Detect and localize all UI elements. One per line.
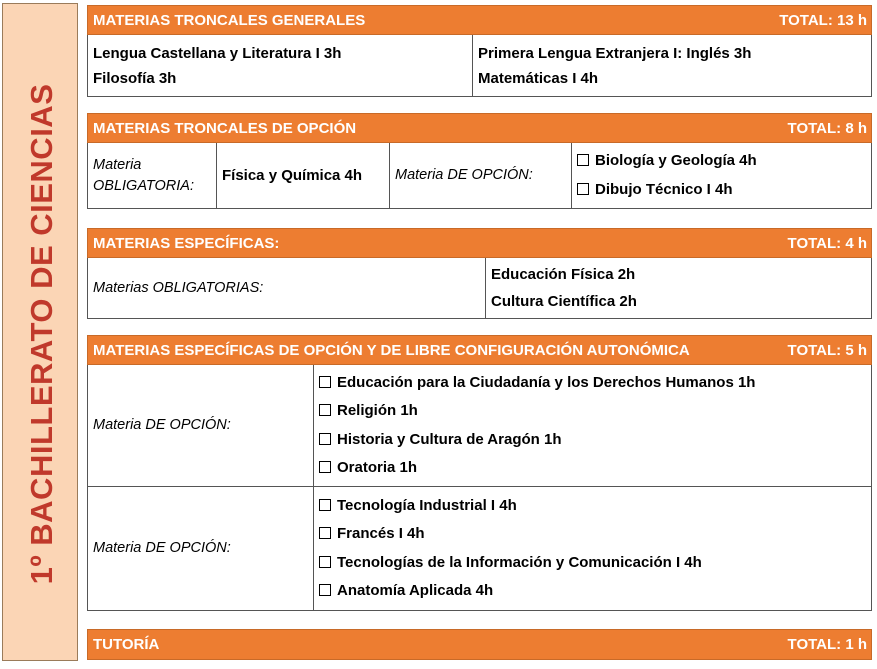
checkbox-icon[interactable] bbox=[319, 461, 331, 473]
section-header bbox=[87, 335, 872, 365]
checkbox-icon[interactable] bbox=[319, 376, 331, 388]
section-especificas-opcion bbox=[87, 335, 872, 611]
group-label-cell bbox=[88, 487, 314, 610]
section-total: TOTAL: 5 h bbox=[787, 341, 867, 359]
option-item[interactable] bbox=[577, 147, 866, 176]
subject: Matemáticas I 4h bbox=[478, 69, 599, 87]
oblig-label-cell bbox=[88, 143, 217, 208]
oblig-label: Materias OBLIGATORIAS: bbox=[93, 279, 264, 296]
subjects-left bbox=[88, 35, 473, 96]
section-total: TOTAL: 4 h bbox=[787, 234, 867, 252]
option-label: Tecnología Industrial I 4h bbox=[337, 496, 517, 514]
option-label: Dibujo Técnico I 4h bbox=[595, 180, 733, 198]
option-label: Historia y Cultura de Aragón 1h bbox=[337, 430, 562, 448]
section-total: TOTAL: 1 h bbox=[787, 636, 867, 653]
section-total: TOTAL: 8 h bbox=[787, 119, 867, 137]
subject: Primera Lengua Extranjera I: Inglés 3h bbox=[478, 44, 752, 62]
option-label: Educación para la Ciudadanía y los Derechos Humanos 1h bbox=[337, 373, 756, 391]
oblig-label: OBLIGATORIA: bbox=[93, 177, 194, 194]
section-troncales-opcion bbox=[87, 113, 872, 209]
section-title: MATERIAS ESPECÍFICAS: bbox=[93, 234, 280, 252]
subject: Educación Física 2h bbox=[491, 266, 636, 283]
options-cell bbox=[314, 365, 871, 486]
option-label: Francés I 4h bbox=[337, 525, 425, 542]
section-title: MATERIAS TRONCALES GENERALES bbox=[93, 11, 366, 29]
group-label-cell bbox=[88, 365, 314, 486]
subjects-cell bbox=[486, 258, 871, 318]
option-item[interactable] bbox=[319, 397, 866, 426]
oblig-subject-cell bbox=[217, 143, 390, 208]
option-label: Religión 1h bbox=[337, 402, 418, 419]
subjects-grid bbox=[87, 258, 872, 319]
section-header bbox=[87, 629, 872, 660]
section-especificas bbox=[87, 228, 872, 319]
section-tutoria bbox=[87, 629, 872, 660]
checkbox-icon[interactable] bbox=[319, 433, 331, 445]
subjects-grid bbox=[87, 143, 872, 209]
option-label: Biología y Geología 4h bbox=[595, 152, 757, 169]
section-header bbox=[87, 5, 872, 35]
label-cell bbox=[88, 258, 486, 318]
section-title: MATERIAS TRONCALES DE OPCIÓN bbox=[93, 119, 357, 137]
option-item[interactable] bbox=[577, 176, 866, 205]
option-group-2 bbox=[87, 487, 872, 611]
section-header bbox=[87, 113, 872, 143]
subject: Cultura Científica 2h bbox=[491, 293, 637, 310]
checkbox-icon[interactable] bbox=[319, 584, 331, 596]
opcion-label: Materia DE OPCIÓN: bbox=[93, 540, 231, 556]
section-title: TUTORÍA bbox=[93, 636, 160, 653]
section-total: TOTAL: 13 h bbox=[779, 11, 867, 29]
option-item[interactable] bbox=[319, 520, 866, 549]
section-header bbox=[87, 228, 872, 258]
subjects-right bbox=[473, 35, 871, 96]
sidebar-title: 1º BACHILLERATO DE CIENCIAS bbox=[24, 83, 59, 585]
subjects-grid bbox=[87, 35, 872, 97]
options-cell bbox=[314, 487, 871, 610]
subject: Filosofía 3h bbox=[93, 69, 177, 87]
checkbox-icon[interactable] bbox=[319, 404, 331, 416]
option-item[interactable] bbox=[319, 369, 866, 398]
subject: Física y Química 4h bbox=[222, 167, 363, 184]
option-label: Anatomía Aplicada 4h bbox=[337, 582, 494, 599]
checkbox-icon[interactable] bbox=[319, 527, 331, 539]
section-troncales-generales bbox=[87, 5, 872, 97]
section-title: MATERIAS ESPECÍFICAS DE OPCIÓN Y DE LIBRE CONFIGURACIÓN AUTONÓMICA bbox=[93, 341, 690, 359]
option-item[interactable] bbox=[319, 492, 866, 521]
subject: Lengua Castellana y Literatura I 3h bbox=[93, 44, 342, 62]
option-item[interactable] bbox=[319, 549, 866, 578]
checkbox-icon[interactable] bbox=[577, 183, 589, 195]
option-label: Oratoria 1h bbox=[337, 459, 418, 476]
opcion-label: Materia DE OPCIÓN: bbox=[93, 417, 231, 433]
option-label: Tecnologías de la Información y Comunicación I 4h bbox=[337, 553, 702, 571]
option-item[interactable] bbox=[319, 426, 866, 455]
checkbox-icon[interactable] bbox=[577, 154, 589, 166]
option-item[interactable] bbox=[319, 577, 866, 606]
options-cell bbox=[572, 143, 871, 208]
option-group-1 bbox=[87, 365, 872, 487]
opcion-label: Materia DE OPCIÓN: bbox=[395, 167, 533, 183]
option-item[interactable] bbox=[319, 454, 866, 483]
opcion-label-cell bbox=[390, 143, 572, 208]
checkbox-icon[interactable] bbox=[319, 556, 331, 568]
oblig-label: Materia bbox=[93, 156, 142, 173]
checkbox-icon[interactable] bbox=[319, 499, 331, 511]
sidebar bbox=[2, 3, 78, 661]
